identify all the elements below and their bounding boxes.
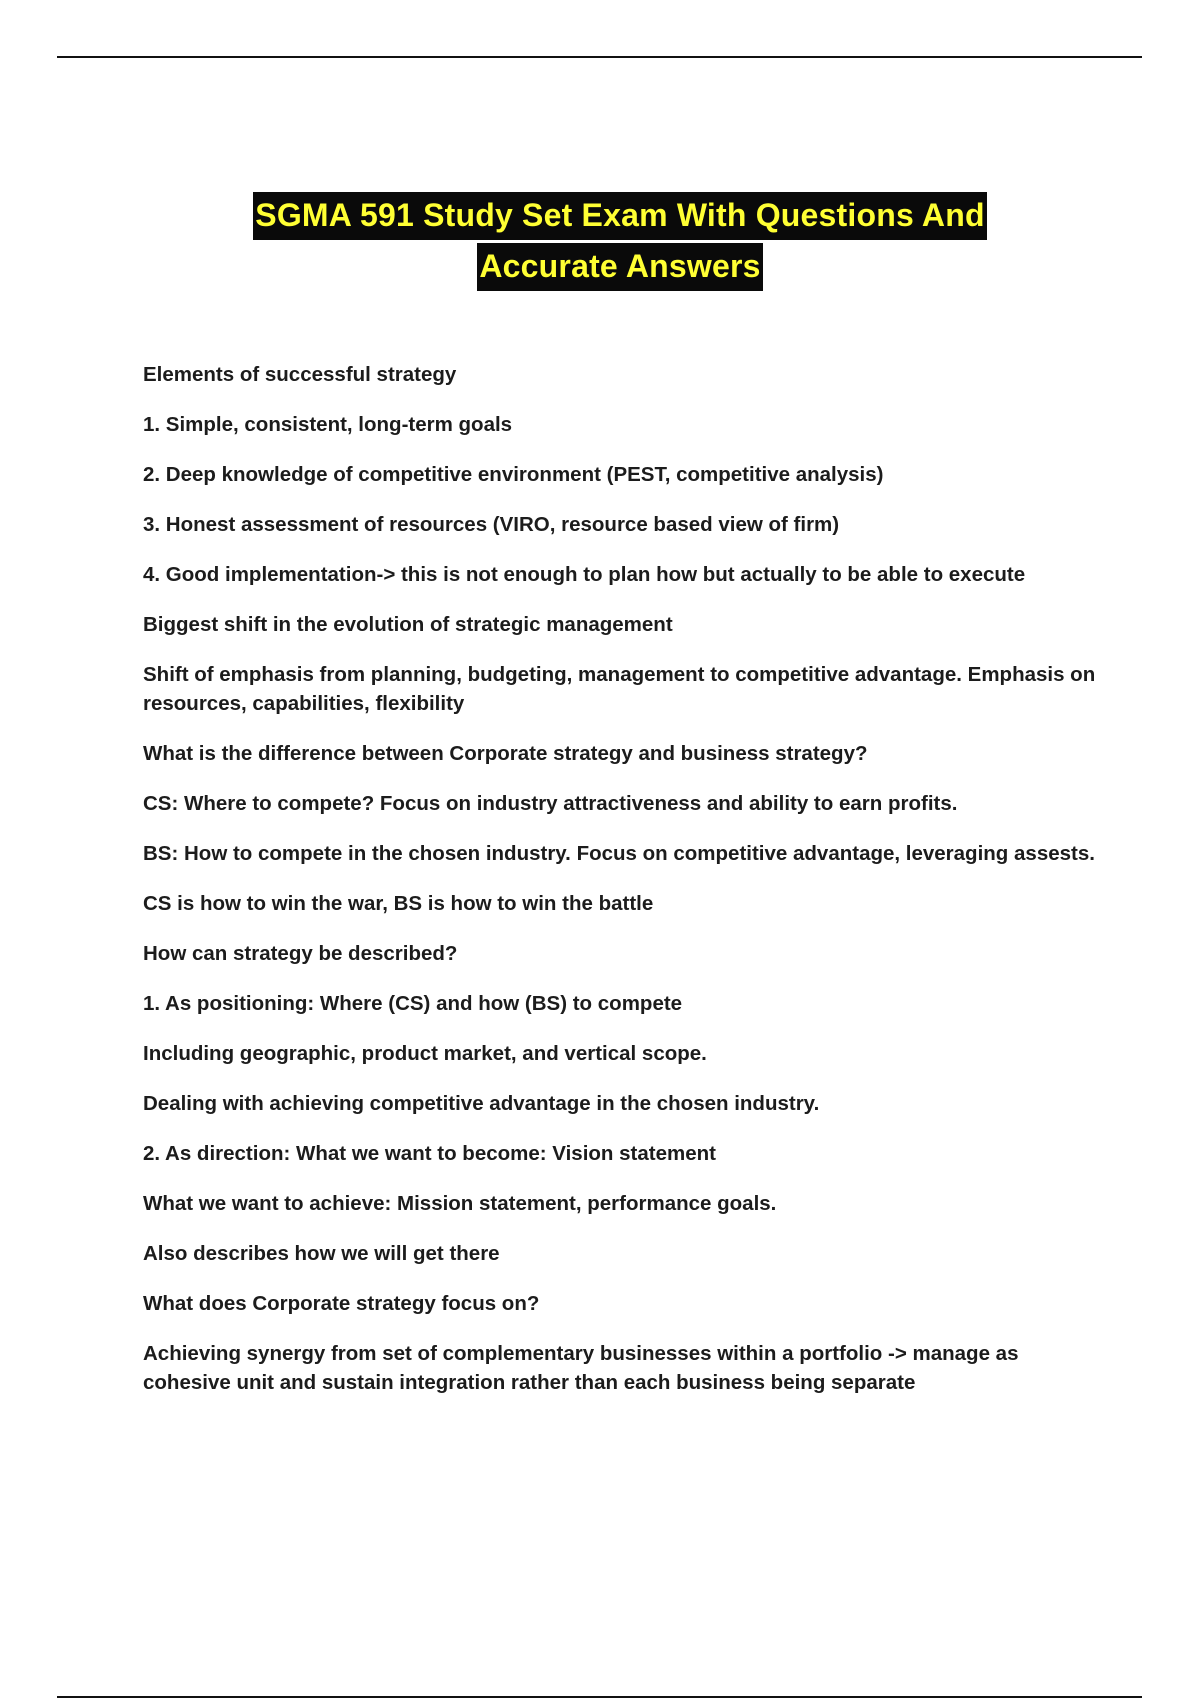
top-rule <box>57 56 1142 58</box>
document-title <box>0 192 1200 294</box>
answer-paragraph: BS: How to compete in the chosen industry. Focus on competitive advantage, leveraging assests. <box>143 842 1095 865</box>
answer-paragraph: 2. As direction: What we want to become: Vision statement <box>143 1142 716 1165</box>
question-heading: How can strategy be described? <box>143 942 458 965</box>
answer-paragraph: CS is how to win the war, BS is how to win the battle <box>143 892 654 915</box>
answer-paragraph: CS: Where to compete? Focus on industry attractiveness and ability to earn profits. <box>143 792 958 815</box>
question-heading: What is the difference between Corporate strategy and business strategy? <box>143 742 868 765</box>
answer-paragraph: Shift of emphasis from planning, budgeting, management to competitive advantage. Emphasis on resources, capabilities, flexibility <box>143 663 1096 715</box>
answer-paragraph: 1. Simple, consistent, long-term goals <box>143 413 513 436</box>
answer-paragraph: 2. Deep knowledge of competitive environment (PEST, competitive analysis) <box>143 463 884 486</box>
answer-paragraph: Achieving synergy from set of complementary businesses within a portfolio -> manage as cohesive unit and sustain integration rather than each business being separate <box>143 1342 1019 1394</box>
answer-paragraph: Dealing with achieving competitive advantage in the chosen industry. <box>143 1092 820 1115</box>
title-line-2: Accurate Answers <box>477 243 762 291</box>
document-body <box>143 360 1103 1418</box>
answer-paragraph: 1. As positioning: Where (CS) and how (BS) to compete <box>143 992 683 1015</box>
title-line-1: SGMA 591 Study Set Exam With Questions And <box>253 192 986 240</box>
answer-paragraph: 4. Good implementation-> this is not enough to plan how but actually to be able to execute <box>143 563 1026 586</box>
question-heading: Biggest shift in the evolution of strategic management <box>143 613 673 636</box>
answer-paragraph: Also describes how we will get there <box>143 1242 500 1265</box>
question-heading: What does Corporate strategy focus on? <box>143 1292 540 1315</box>
answer-paragraph: 3. Honest assessment of resources (VIRO, resource based view of firm) <box>143 513 840 536</box>
answer-paragraph: Including geographic, product market, and vertical scope. <box>143 1042 707 1065</box>
bottom-rule <box>57 1696 1142 1698</box>
question-heading: Elements of successful strategy <box>143 363 457 386</box>
answer-paragraph: What we want to achieve: Mission statement, performance goals. <box>143 1192 777 1215</box>
